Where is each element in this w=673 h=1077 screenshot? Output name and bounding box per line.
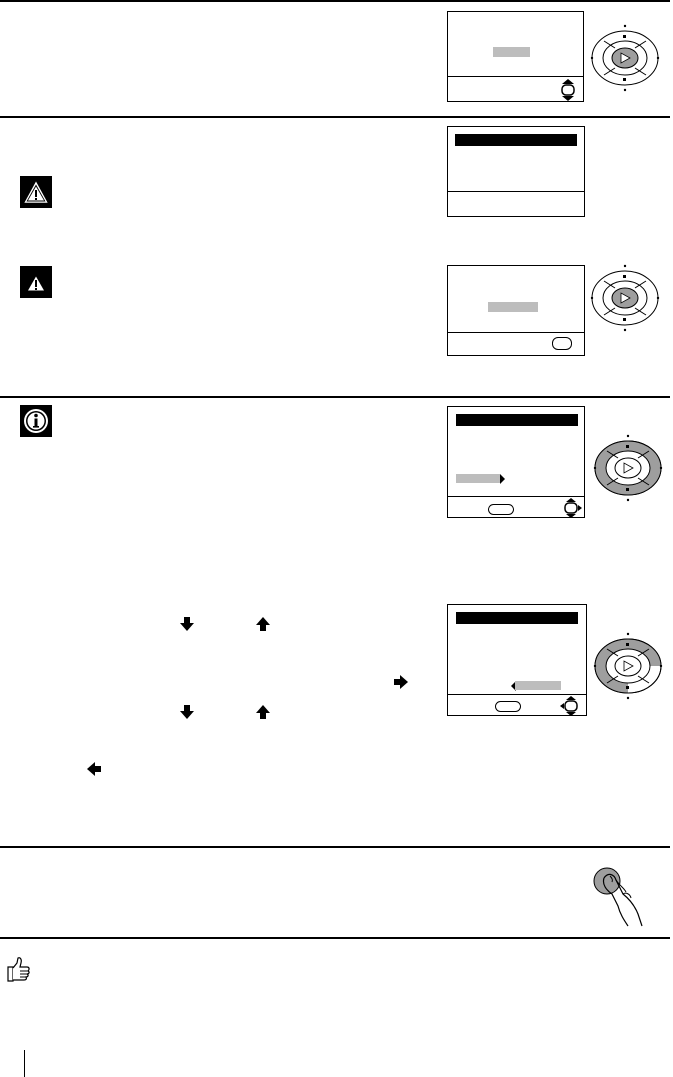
tv-screen-5	[447, 604, 587, 716]
page-margin-line	[24, 1050, 25, 1077]
section-rule-3	[0, 396, 670, 398]
ok-button-icon	[488, 504, 514, 515]
warning-triangle-icon	[20, 176, 52, 208]
up-down-select-icon	[560, 79, 576, 101]
arrow-right-icon	[394, 675, 408, 689]
screen-divider	[448, 76, 583, 77]
remote-control-pad-4	[593, 631, 663, 701]
screen-divider	[448, 191, 584, 192]
ok-button-icon	[552, 337, 572, 350]
screen-divider	[448, 332, 584, 333]
menu-highlight	[493, 47, 530, 57]
information-icon	[20, 405, 52, 437]
tv-screen-4	[447, 406, 585, 518]
screen-divider	[448, 694, 586, 695]
arrow-up-icon	[256, 617, 270, 631]
menu-title-bar	[456, 414, 578, 426]
remote-control-pad-2	[590, 263, 660, 333]
warning-triangle-icon	[20, 266, 52, 298]
section-rule-5	[0, 937, 670, 939]
menu-highlight	[488, 302, 538, 312]
menu-title-bar	[455, 134, 577, 146]
menu-title-bar	[456, 612, 578, 624]
arrow-left-icon	[87, 762, 101, 776]
finger-press-button-icon	[590, 862, 646, 928]
menu-highlight	[515, 681, 561, 690]
section-rule-4	[0, 846, 670, 848]
arrow-down-icon	[180, 617, 194, 631]
menu-highlight	[456, 474, 500, 483]
section-rule-top	[0, 0, 670, 2]
thumbs-up-icon	[4, 955, 32, 983]
up-down-select-icon	[560, 696, 580, 716]
arrow-up-icon	[256, 705, 270, 719]
screen-divider	[448, 496, 584, 497]
tv-screen-1	[447, 11, 584, 102]
remote-control-pad-1	[590, 23, 660, 93]
arrow-right-icon	[500, 474, 506, 484]
remote-control-pad-3	[593, 433, 663, 503]
section-rule-2	[0, 116, 670, 118]
arrow-down-icon	[180, 705, 194, 719]
ok-button-icon	[495, 701, 521, 712]
tv-screen-2	[447, 126, 585, 217]
tv-screen-3	[447, 265, 585, 356]
up-down-select-icon	[562, 498, 582, 518]
